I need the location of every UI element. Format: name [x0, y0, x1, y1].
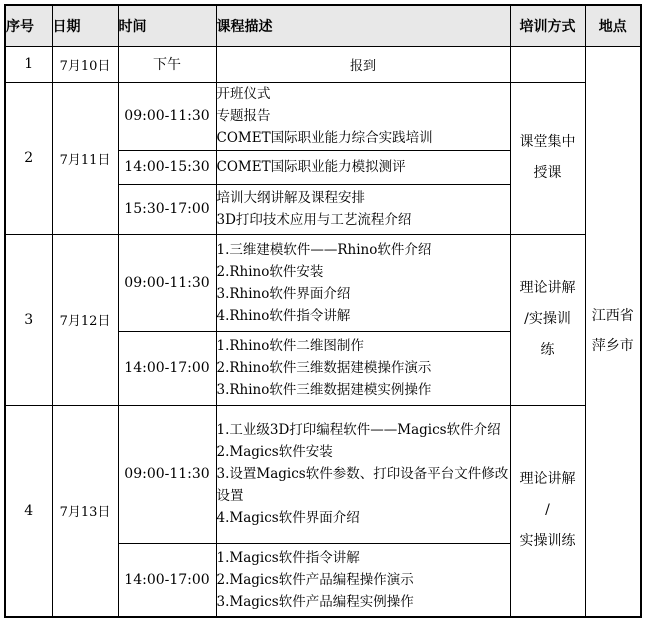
- header-method: 培训方式: [510, 6, 585, 46]
- row-date: 7月13日: [52, 405, 118, 616]
- row-date: 7月12日: [52, 234, 118, 405]
- desc-line: 1.Rhino软件二维图制作: [216, 338, 364, 354]
- method-line: /实操训: [524, 311, 571, 327]
- desc-line: 1.三维建模软件——Rhino软件介绍: [216, 241, 432, 258]
- header-time: 时间: [118, 6, 216, 46]
- session-time: 14:00-17:00: [118, 331, 216, 405]
- table-row: [6, 405, 640, 543]
- session-desc: [216, 184, 510, 234]
- method-line: 理论讲解: [519, 471, 576, 487]
- method-cell: [510, 82, 585, 234]
- desc-line: 4.Rhino软件指令讲解: [216, 307, 351, 324]
- method-line: 实操训练: [519, 533, 576, 549]
- method-line: 练: [540, 342, 555, 358]
- row-date: 7月10日: [52, 46, 118, 82]
- desc-line: 1.工业级3D打印编程软件——Magics软件介绍: [216, 422, 501, 438]
- desc-line: 3.Rhino软件界面介绍: [216, 285, 351, 302]
- session-time: 09:00-11:30: [118, 405, 216, 543]
- header-date: 日期: [52, 6, 118, 46]
- session-time: 09:00-11:30: [118, 234, 216, 331]
- desc-line: 4.Magics软件界面介绍: [216, 510, 360, 526]
- header-seq: 序号: [6, 6, 52, 46]
- desc-line: 2.Magics软件产品编程操作演示: [216, 571, 414, 588]
- session-desc: [216, 150, 510, 184]
- desc-line: 3D打印技术应用与工艺流程介绍: [216, 212, 412, 228]
- method-line: 课堂集中: [519, 134, 576, 150]
- method-cell: [510, 405, 585, 616]
- session-time: 14:00-15:30: [118, 150, 216, 184]
- header-desc: 课程描述: [216, 6, 510, 46]
- desc-line: 3.Magics软件产品编程实例操作: [216, 593, 414, 610]
- desc-line: 3.设置Magics软件参数、打印设备平台文件修改设置: [216, 466, 509, 504]
- session-desc: 报到: [216, 46, 510, 82]
- method-line: 授课: [533, 165, 562, 181]
- desc-line: 3.Rhino软件三维数据建模实例操作: [216, 382, 432, 398]
- place-line: 萍乡市: [591, 338, 634, 354]
- desc-line: 开班仪式: [216, 86, 271, 102]
- place-line: 江西省: [591, 308, 634, 324]
- header-row: [6, 6, 640, 46]
- row-seq: 4: [6, 405, 52, 616]
- session-time: 15:30-17:00: [118, 184, 216, 234]
- session-desc: [216, 82, 510, 150]
- desc-line: COMET国际职业能力模拟测评: [216, 159, 406, 175]
- desc-line: 2.Rhino软件三维数据建模操作演示: [216, 360, 432, 376]
- table-row: [6, 234, 640, 331]
- table-row: [6, 46, 640, 82]
- place-cell: [585, 46, 640, 616]
- desc-line: 培训大纲讲解及课程安排: [216, 190, 365, 206]
- row-date: 7月11日: [52, 82, 118, 234]
- session-time: 09:00-11:30: [118, 82, 216, 150]
- desc-line: COMET国际职业能力综合实践培训: [216, 130, 433, 146]
- session-desc: [216, 331, 510, 405]
- desc-line: 2.Rhino软件安装: [216, 263, 324, 280]
- row-seq: 3: [6, 234, 52, 405]
- desc-line: 1.Magics软件指令讲解: [216, 549, 360, 566]
- method-cell: [510, 234, 585, 405]
- session-desc: [216, 234, 510, 331]
- header-place: 地点: [585, 6, 640, 46]
- session-desc: [216, 405, 510, 543]
- row-seq: 1: [6, 46, 52, 82]
- schedule-table: [6, 6, 640, 617]
- session-time: 下午: [118, 46, 216, 82]
- row-seq: 2: [6, 82, 52, 234]
- table-row: [6, 82, 640, 150]
- session-time: 14:00-17:00: [118, 543, 216, 616]
- method-line: 理论讲解: [519, 280, 576, 296]
- session-desc: [216, 543, 510, 616]
- desc-line: 2.Magics软件安装: [216, 444, 333, 460]
- schedule-sheet: [4, 4, 642, 618]
- desc-line: 专题报告: [216, 108, 271, 124]
- method-line: /: [545, 502, 550, 518]
- row-method-empty: [510, 46, 585, 82]
